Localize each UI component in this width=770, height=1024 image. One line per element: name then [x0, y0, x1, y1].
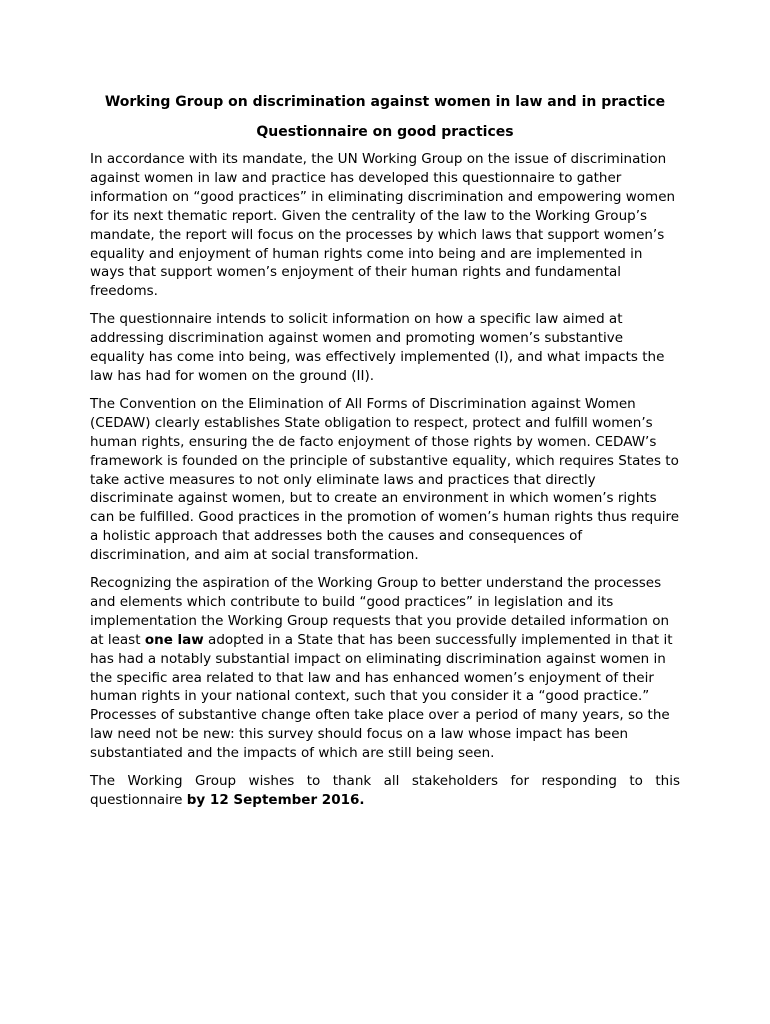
paragraph-cedaw: The Convention on the Elimination of All Forms of Discrimination against Women (CEDAW) clearly establishes State obligation to respect, protect and fulfill women’s human rights, ensuring the de facto enjoyment of those rights by women. CEDAW’s framework is founded on the principle of substantive equality, which requires States to take active measures to not only eliminate laws and practices that directly discriminate against women, but to create an environment in which women’s rights can be fulfilled. Good practices in the promotion of women’s human rights thus require a holistic approach that addresses both the causes and consequences of discrimination, and aim at social transformation. [90, 395, 680, 564]
paragraph-request [90, 574, 680, 763]
paragraph-questionnaire-intent: The questionnaire intends to solicit information on how a specific law aimed at addressing discrimination against women and promoting women’s substantive equality has come into being, was effectively implemented (I), and what impacts the law has had for women on the ground (II). [90, 311, 665, 384]
paragraph-request-text-end: adopted in a State that has been successfully implemented in that it has had a notably substantial impact on eliminating discrimination against women in the specific area related to that law and has enhanced women’s enjoyment of their human rights in your national context, such that you consider it a “good practice.” Processes of substantive change often take place over a period of many years, so the law need not be new: this survey should focus on a law whose impact has been substantiated and the impacts of which are still being seen. [90, 631, 673, 762]
document-page [90, 92, 680, 819]
document-title: Working Group on discrimination against women in law and in practice [104, 94, 666, 110]
paragraph-request-emphasis: one law [144, 631, 204, 648]
document-subtitle: Questionnaire on good practices [256, 124, 514, 140]
paragraph-thanks [90, 772, 680, 810]
paragraph-mandate: In accordance with its mandate, the UN Working Group on the issue of discrimination against women in law and practice has developed this questionnaire to gather information on “good practices” in eliminating discrimination and empowering women for its next thematic report. Given the centrality of the law to the Working Group’s mandate, the report will focus on the processes by which laws that support women’s equality and enjoyment of human rights come into being and are implemented in ways that support women’s enjoyment of their human rights and fundamental freedoms. [90, 151, 676, 300]
paragraph-thanks-text: The Working Group wishes to thank all stakeholders for responding to this questionnaire [90, 773, 680, 808]
paragraph-thanks-deadline: by 12 September 2016. [186, 792, 365, 808]
paragraph-request-text-start: Recognizing the aspiration of the Working Group to better understand the processes and elements which contribute to build “good practices” in legislation and its implementation the Working Group requests that you provide detailed information on at least [90, 575, 670, 648]
